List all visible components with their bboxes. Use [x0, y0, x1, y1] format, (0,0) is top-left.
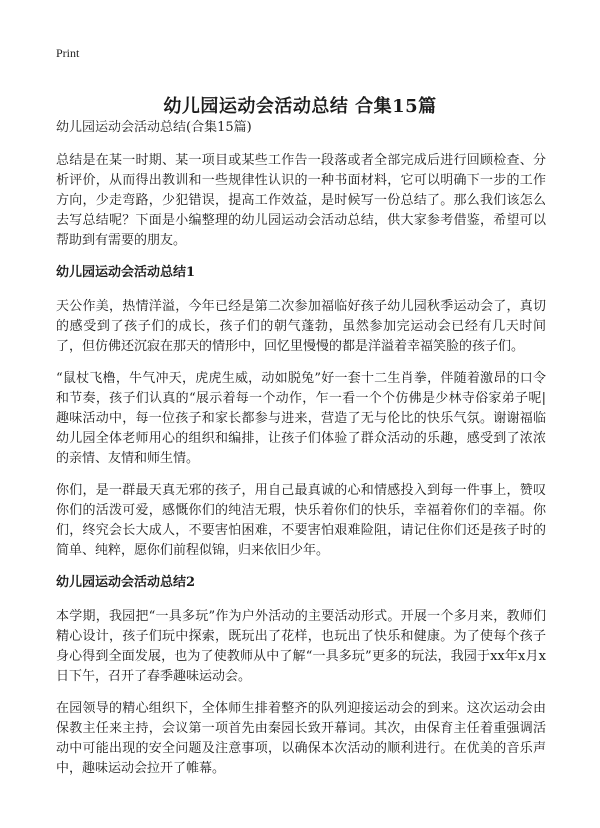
section-1-paragraph-3: 你们，是一群最天真无邪的孩子，用自己最真诚的心和情感投入到每一件事上，赞叹你们的活泼可爱，感慨你们的纯洁无瑕，快乐着你们的快乐，幸福着你们的幸福。你们，终究会长大成人，不要害怕困难，不要害怕艰难险阻，请记住你们还是孩子时的简单、纯粹，愿你们前程似锦，归来依旧少年。	[56, 483, 546, 558]
document-title: 幼儿园运动会活动总结 合集15篇	[163, 96, 437, 118]
section-heading-2: 幼儿园运动会活动总结2	[56, 575, 196, 590]
document-body	[56, 118, 546, 791]
section-2-paragraph-2: 在园领导的精心组织下，全体师生排着整齐的队列迎接运动会的到来。这次运动会由保教主任来主持，会议第一项首先由秦园长致开幕词。其次，由保育主任着重强调活动中可能出现的安全问题及注意事项，以确保本次活动的顺利进行。在优美的音乐声中，趣味运动会拉开了帷幕。	[56, 701, 546, 776]
section-heading-1: 幼儿园运动会活动总结1	[56, 265, 196, 280]
print-link[interactable]: Print	[56, 46, 80, 60]
section-1-paragraph-1: 天公作美，热情洋溢，今年已经是第二次参加福临好孩子幼儿园秋季运动会了，真切的感受到了孩子们的成长，孩子们的朝气蓬勃，虽然参加完运动会已经有几天时间了，但仿佛还沉寂在那天的情形中，回忆里慢慢的都是洋溢着幸福笑脸的孩子们。	[56, 299, 546, 354]
section-2-paragraph-1: 本学期，我园把“一具多玩”作为户外活动的主要活动形式。开展一个多月来，教师们精心设计，孩子们玩中探索，既玩出了花样，也玩出了快乐和健康。为了使每个孩子身心得到全面发展，也为了使教师从中了解“一具多玩”更多的玩法，我园于xx年x月x日下午，召开了春季趣味运动会。	[56, 609, 546, 684]
section-1-paragraph-2: “鼠杖飞橹，牛气冲天，虎虎生威，动如脱兔”好一套十二生肖拳，伴随着激昂的口令和节奏，孩子们认真的“展示着每一个动作，乍一看一个个仿佛是少林寺俗家弟子呢|趣味活动中，每一位孩子和家长都参与进来，营造了无与伦比的快乐气氛。谢谢福临幼儿园全体老师用心的组织和编排，让孩子们体验了群众活动的乐趣，感受到了浓浓的亲情、友情和师生情。	[56, 371, 546, 466]
document-subtitle: 幼儿园运动会活动总结(合集15篇)	[56, 120, 252, 135]
intro-paragraph: 总结是在某一时期、某一项目或某些工作告一段落或者全部完成后进行回顾检查、分析评价，从而得出教训和一些规律性认识的一种书面材料，它可以明确下一步的工作方向，少走弯路，少犯错误，提高工作效益，是时候写一份总结了。那么我们该怎么去写总结呢？下面是小编整理的幼儿园运动会活动总结，供大家参考借鉴，希望可以帮助到有需要的朋友。	[56, 153, 546, 248]
